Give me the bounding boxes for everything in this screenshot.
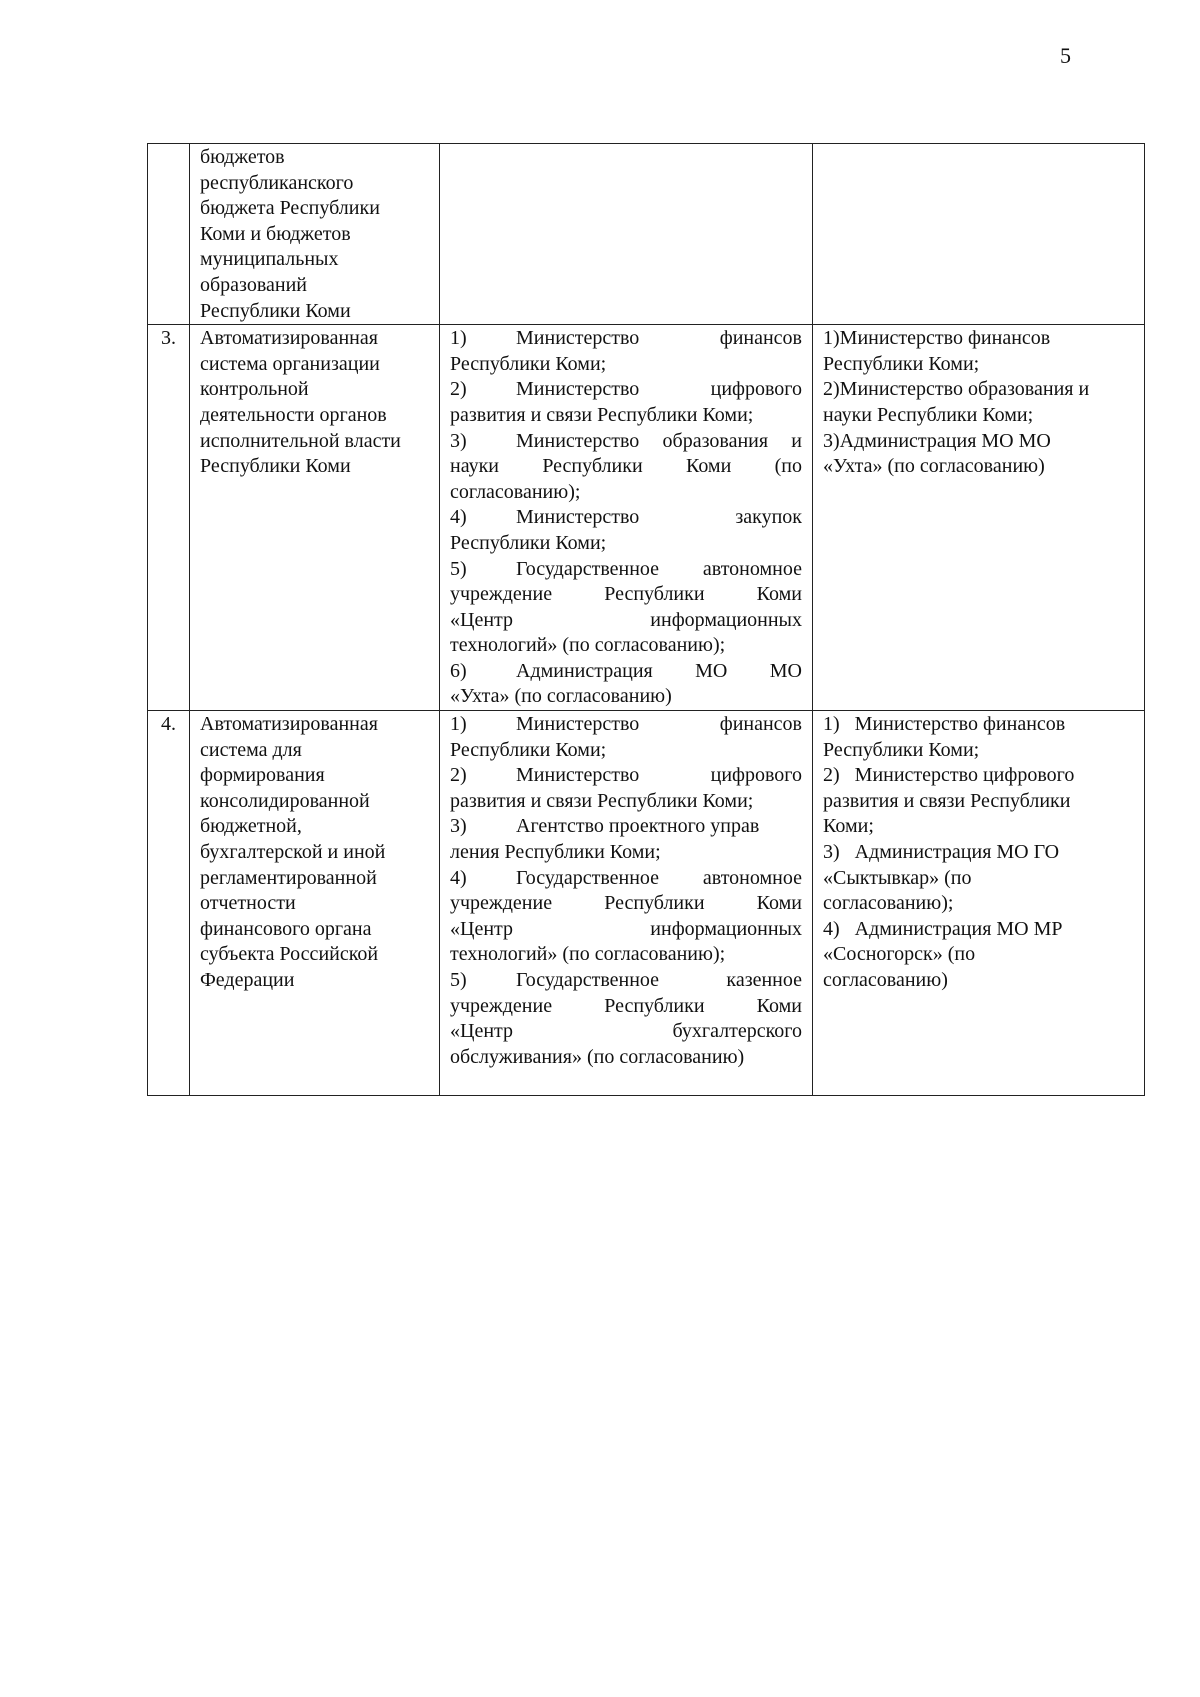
system-name-line: формирования xyxy=(200,764,325,787)
participant-line: 2)Министерство образования и xyxy=(823,378,1090,401)
participant-line: 1) Министерство финансов xyxy=(823,713,1066,736)
table-row xyxy=(148,325,1145,711)
responsible-cell: 1) Министерство финансов Республики Коми; 2) Министерство цифрового развития и связи Республики Коми; 3) Агентство проектного управ ления Республики Коми; 4) Государственное автономное учреждение Республики Коми «Центр информационных технологий» (по согласованию); 5) Государственное казенное учреждение Республики Коми «Центр бухгалтерского обслуживания» (по согласованию) xyxy=(440,711,813,1096)
list-item: 5) Государственное казенное xyxy=(450,969,802,991)
system-name-line: республиканского xyxy=(200,171,354,194)
system-name-line: Автоматизированная xyxy=(200,713,378,736)
system-name-line: система для xyxy=(200,738,302,761)
participant-line: 4) Администрация МО МР xyxy=(823,917,1063,940)
participant-line: «Сыктывкар» (по xyxy=(823,866,972,889)
list-item: 4) Министерство закупок xyxy=(450,506,802,529)
list-item: 2) Министерство цифрового xyxy=(450,378,802,401)
participant-line: «Сосногорск» (по xyxy=(823,943,976,966)
row-number xyxy=(148,144,190,325)
system-name-line: регламентированной xyxy=(200,866,377,889)
system-name-line: бюджетной, xyxy=(200,815,302,838)
list-item: 4) Государственное автономное xyxy=(450,866,802,889)
list-item: 3) Министерство образования и xyxy=(450,429,802,452)
system-name-cell xyxy=(190,144,440,325)
participant-line: 3) Администрация МО ГО xyxy=(823,841,1060,864)
system-name-line: бухгалтерской и иной xyxy=(200,841,386,864)
participant-line: согласованию); xyxy=(823,892,954,915)
participant-line: Республики Коми; xyxy=(823,352,980,375)
system-name-line: бюджета Республики xyxy=(200,197,380,220)
system-name-line: бюджетов xyxy=(200,146,285,168)
system-name-line: субъекта Российской xyxy=(200,943,379,966)
list-item: 5) Государственное автономное xyxy=(450,557,802,580)
list-item: 3) Агентство проектного управ xyxy=(450,815,760,838)
table-row xyxy=(148,144,1145,325)
participant-line: «Ухта» (по согласованию) xyxy=(823,455,1045,478)
participant-line: развития и связи Республики xyxy=(823,789,1071,812)
system-name-line: отчетности xyxy=(200,892,296,915)
participants-cell xyxy=(813,325,1145,711)
system-name-line: Федерации xyxy=(200,969,295,991)
system-name-line: деятельности органов xyxy=(200,403,387,426)
participants-cell xyxy=(813,144,1145,325)
system-name-cell xyxy=(190,325,440,711)
system-name-line: Республики Коми xyxy=(200,299,351,322)
list-item: 1) Министерство финансов xyxy=(450,327,802,350)
participant-line: Республики Коми; xyxy=(823,738,980,761)
responsible-cell xyxy=(440,144,813,325)
system-name-line: контрольной xyxy=(200,378,309,401)
participants-cell xyxy=(813,711,1145,1096)
participant-line: 1)Министерство финансов xyxy=(823,327,1051,350)
participant-line: 3)Администрация МО МО xyxy=(823,429,1051,452)
system-name-line: исполнительной власти xyxy=(200,429,401,452)
system-name-line: Коми и бюджетов xyxy=(200,222,351,245)
system-name-line: муниципальных xyxy=(200,248,339,271)
system-name-line: образований xyxy=(200,273,308,296)
system-name-line: Автоматизированная xyxy=(200,327,378,350)
row-number: 3. xyxy=(148,325,190,711)
list-item: 1) Министерство финансов xyxy=(450,713,802,736)
row-number: 4. xyxy=(148,711,190,1096)
participant-line: Коми; xyxy=(823,815,874,838)
participant-line: 2) Министерство цифрового xyxy=(823,764,1075,787)
system-name-line: финансового органа xyxy=(200,917,372,940)
page-number: 5 xyxy=(1060,43,1071,68)
system-name-line: Республики Коми xyxy=(200,455,351,478)
system-name-line: система организации xyxy=(200,352,380,375)
system-name-line: консолидированной xyxy=(200,789,370,812)
system-name-cell xyxy=(190,711,440,1096)
participant-line: согласованию) xyxy=(823,969,948,991)
responsible-cell: 1) Министерство финансов Республики Коми; 2) Министерство цифрового развития и связи Республики Коми; 3) Министерство образования и науки Республики Коми (по согласованию); 4) Министерство закупок Республики Коми; 5) Государственное автономное учреждение Республики Коми «Центр информационных технологий» (по согласованию); 6) Администрация МО МО «Ухта» (по согласованию) xyxy=(440,325,813,711)
table-row xyxy=(148,711,1145,1096)
participant-line: науки Республики Коми; xyxy=(823,403,1034,426)
list-item: 6) Администрация МО МО xyxy=(450,659,802,682)
list-item: 2) Министерство цифрового xyxy=(450,764,802,787)
systems-table xyxy=(147,143,1145,1096)
